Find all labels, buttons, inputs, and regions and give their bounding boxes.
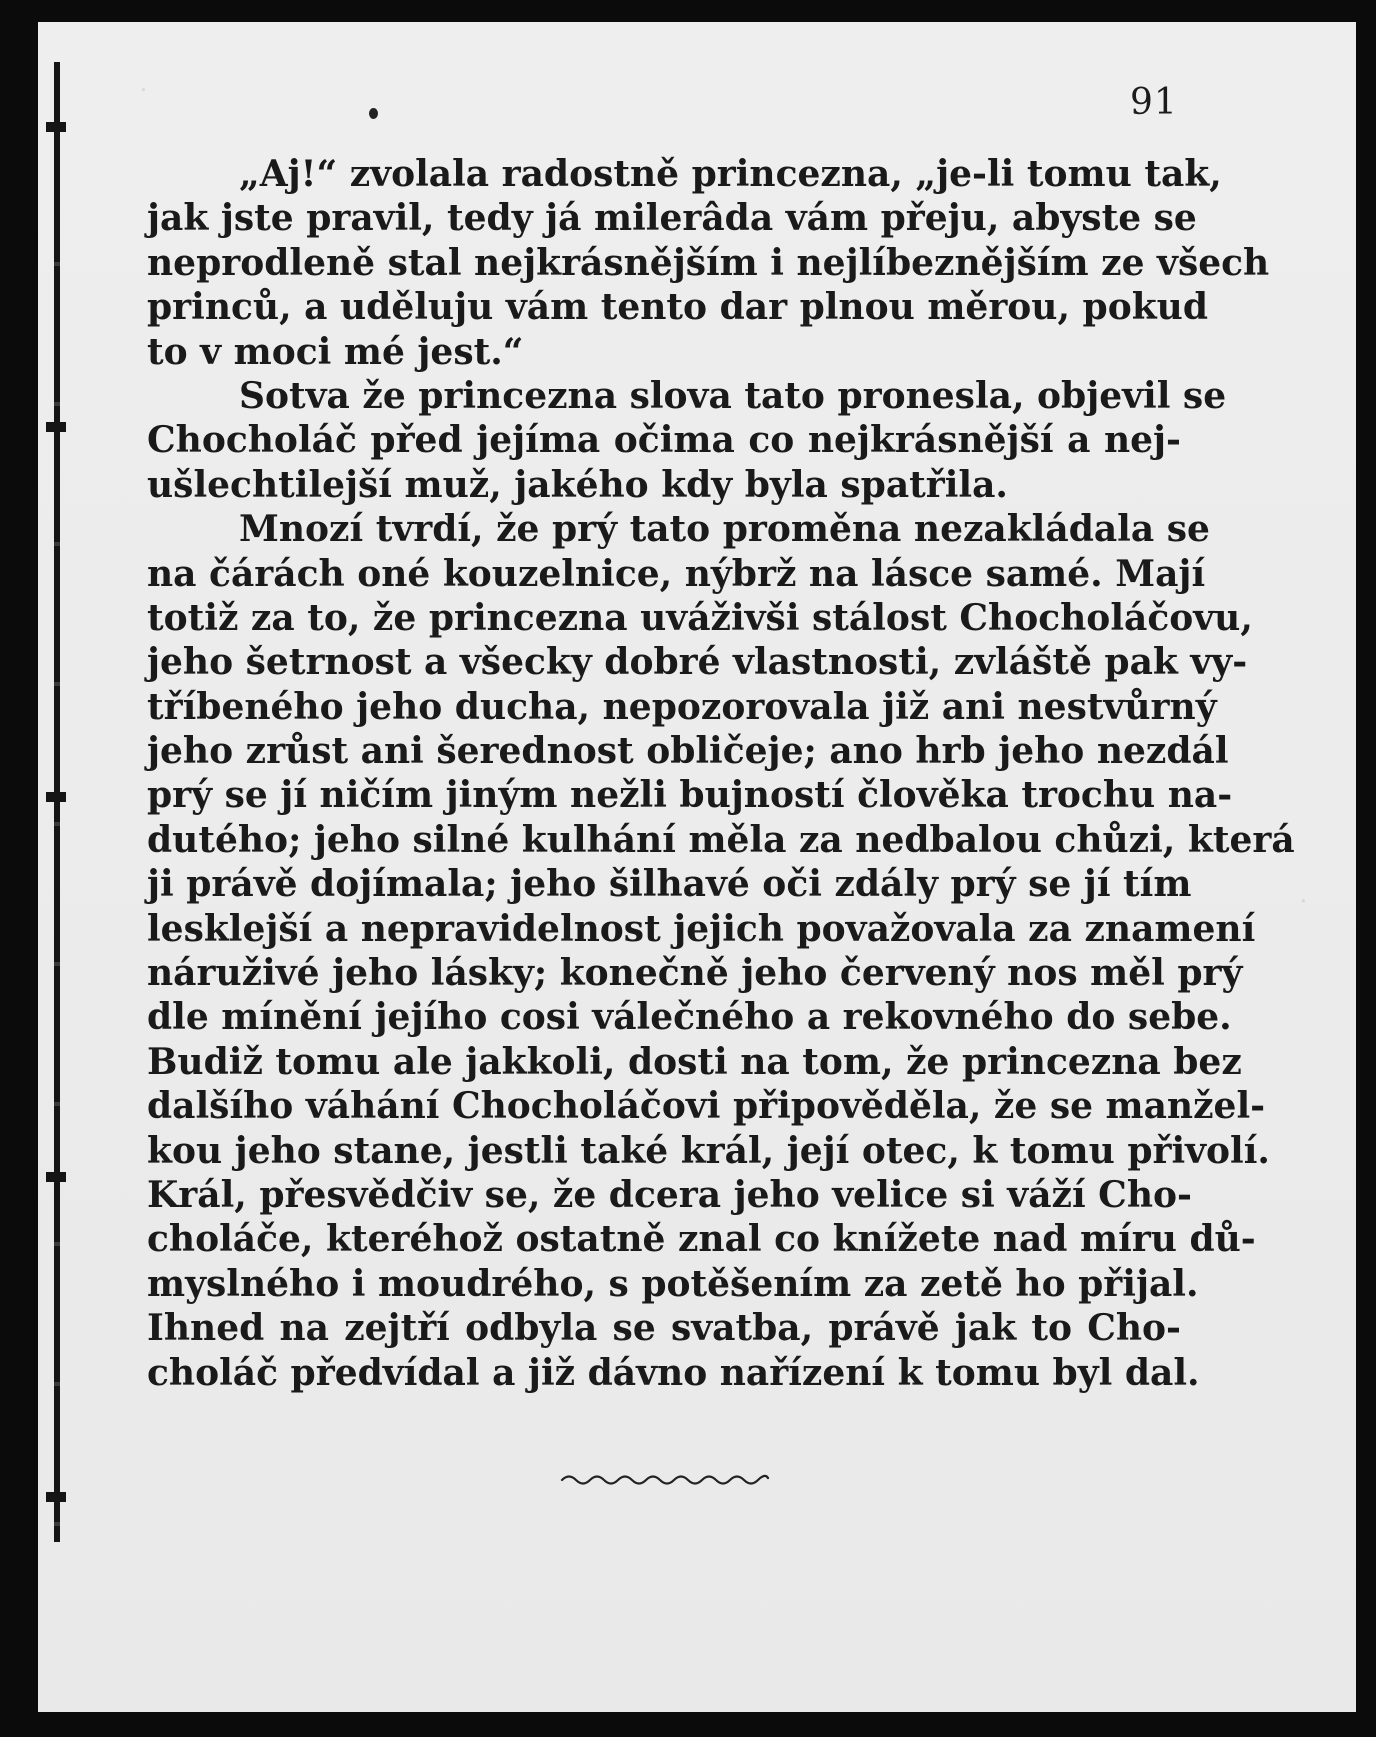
text-line: neprodleně stal nejkrásnějším i nejlíbeznějším ze všech: [147, 241, 1270, 284]
text-line: náruživé jeho lásky; konečně jeho červený nos měl prý: [147, 952, 1243, 995]
text-line: Sotva že princezna slova tato pronesla, objevil se: [239, 374, 1227, 417]
text-line: jak jste pravil, tedy já milerâda vám přeju, abyste se: [147, 197, 1197, 240]
text-line: jeho zrůst ani šerednost obličeje; ano hrb jeho nezdál: [147, 730, 1229, 773]
text-line: tříbeného jeho ducha, nepozorovala již ani nestvůrný: [147, 685, 1217, 728]
text-line: lesklejší a nepravidelnost jejich považovala za znamení: [147, 907, 1256, 950]
page-binding-edge: [54, 62, 60, 1542]
text-line: choláče, kteréhož ostatně znal co knížete nad míru dů-: [147, 1218, 1256, 1261]
text-line: kou jeho stane, jestli také král, její otec, k tomu přivolí.: [147, 1129, 1270, 1172]
binding-mark: [46, 422, 66, 432]
text-line: ji právě dojímala; jeho šilhavé oči zdály prý se jí tím: [147, 863, 1192, 906]
text-line: ušlechtilejší muž, jakého kdy byla spatřila.: [147, 463, 1008, 506]
text-line: jeho šetrnost a všecky dobré vlastnosti, zvláště pak vy-: [147, 641, 1248, 684]
text-line: totiž za to, že princezna uváživši stálost Chocholáčovu,: [147, 596, 1253, 639]
text-line: Mnozí tvrdí, že prý tato proměna nezakládala se: [239, 508, 1210, 551]
page-number: 91: [1130, 82, 1178, 123]
ink-dot: [369, 108, 378, 119]
text-line: Budiž tomu ale jakkoli, dosti na tom, že princezna bez: [147, 1040, 1242, 1083]
body-text: [147, 152, 1295, 1395]
text-line: na čárách oné kouzelnice, nýbrž na lásce samé. Mají: [147, 552, 1206, 595]
text-line: Chocholáč před jejíma očima co nejkrásnější a nej-: [147, 419, 1181, 462]
binding-mark: [46, 122, 66, 132]
text-line: „Aj!“ zvolala radostně princezna, „je-li tomu tak,: [239, 153, 1222, 195]
text-line: Ihned na zejtří odbyla se svatba, právě jak to Cho-: [147, 1307, 1181, 1350]
text-line: myslného i moudrého, s potěšením za zetě ho přijal.: [147, 1262, 1199, 1305]
text-line: prý se jí ničím jiným nežli bujností člověka trochu na-: [147, 774, 1233, 817]
binding-mark: [46, 1172, 66, 1182]
wavy-ornament-divider: [560, 1470, 770, 1490]
text-line: dle mínění jejího cosi válečného a rekovného do sebe.: [147, 996, 1232, 1039]
text-line: dutého; jeho silné kulhání měla za nedbalou chůzi, která: [147, 818, 1295, 861]
text-line: Král, přesvědčiv se, že dcera jeho velice si váží Cho-: [147, 1173, 1192, 1216]
binding-mark: [46, 792, 66, 802]
text-line: to v moci mé jest.“: [147, 330, 524, 373]
text-line: princů, a uděluju vám tento dar plnou měrou, pokud: [147, 286, 1209, 329]
binding-mark: [46, 1492, 66, 1502]
text-line: dalšího váhání Chocholáčovi připověděla, že se manžel-: [147, 1085, 1266, 1128]
text-line: choláč předvídal a již dávno nařízení k tomu byl dal.: [147, 1351, 1200, 1394]
